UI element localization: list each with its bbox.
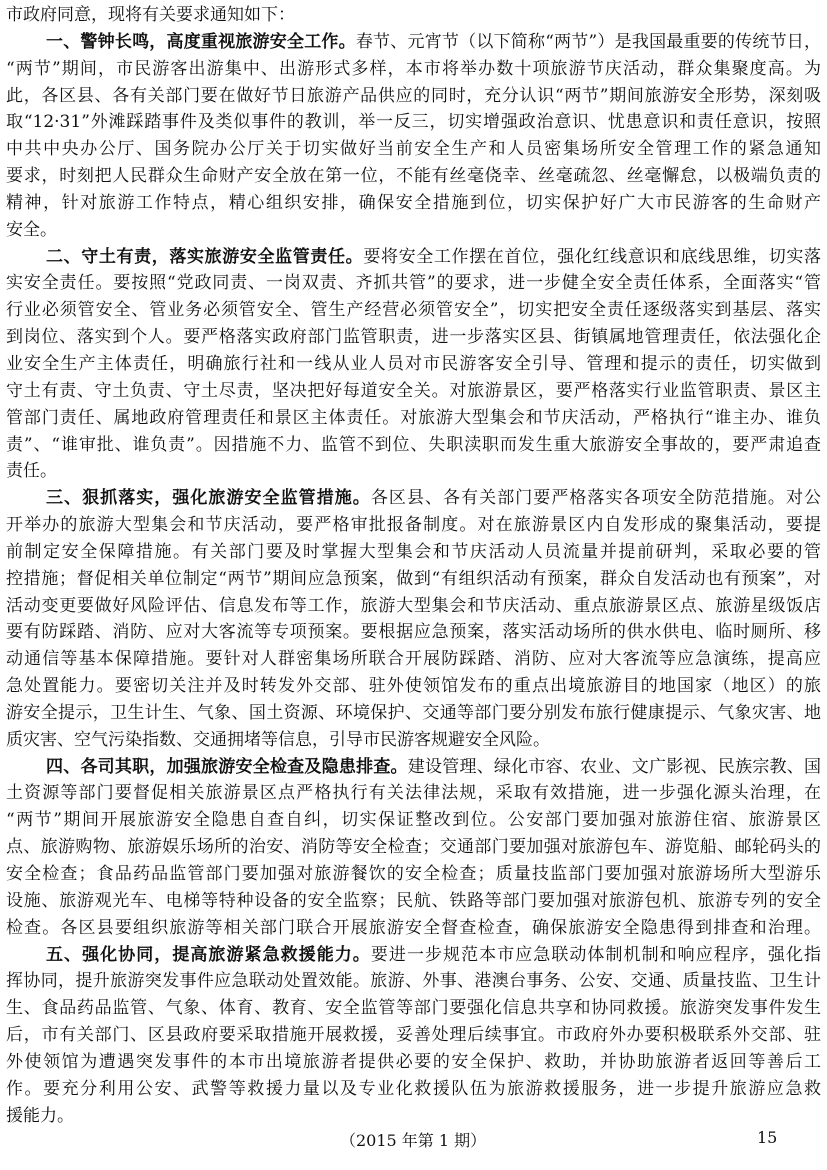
section-heading: 一、警钟长鸣，高度重视旅游安全工作。 <box>46 31 356 52</box>
line-text: 建设管理、绿化市容、农业、文广影视、民族宗教、国 <box>407 756 822 777</box>
text-line <box>6 217 821 244</box>
text-line <box>6 754 821 781</box>
line-text: 春节、元宵节（以下简称“两节”）是我国最重要的传统节日， <box>355 31 821 52</box>
line-text: 后，市有关部门、区县政府要采取措施开展救援，妥善处理后续事宜。市政府外办要积极联系外交部、驻 <box>6 1025 821 1046</box>
paragraph <box>6 244 821 486</box>
line-text: 实安全责任。要按照“党政同责、一岗双责、齐抓共管”的要求，进一步健全安全责任体系，全面落实“管 <box>6 273 821 294</box>
paragraph <box>6 29 821 244</box>
text-line <box>6 458 821 485</box>
text-line <box>6 834 821 861</box>
line-text: 土资源等部门要督促相关旅游景区点严格执行有关法律法规，采取有效措施，进一步强化源头治理，在 <box>6 783 821 804</box>
text-line <box>6 1076 821 1103</box>
text-line <box>6 1049 821 1076</box>
line-text: “两节”期间，市民游客出游集中、出游形式多样，本市将举办数十项旅游节庆活动，群众集聚度高。为 <box>6 58 821 79</box>
line-text: 到岗位、落实到个人。要严格落实政府部门监管职责，进一步落实区县、街镇属地管理责任，依法强化企 <box>6 327 821 348</box>
text-line <box>6 512 821 539</box>
text-line <box>6 29 821 56</box>
paragraph <box>6 485 821 753</box>
line-text: 业安全生产主体责任，明确旅行社和一线从业人员对市民游客安全引导、管理和提示的责任，切实做到 <box>6 353 821 374</box>
text-line <box>6 83 821 110</box>
section-heading: 三、狠抓落实，强化旅游安全监管措施。 <box>46 488 371 509</box>
line-text: 要有防踩踏、消防、应对大客流等专项预案。要根据应急预案，落实活动场所的供水供电、临时厕所、移 <box>6 622 821 643</box>
text-line <box>6 593 821 620</box>
line-text: 控措施；督促相关单位制定“两节”期间应急预案，做到“有组织活动有预案，群众自发活动也有预案”，对 <box>6 568 821 589</box>
text-line <box>6 861 821 888</box>
paragraph <box>6 2 821 29</box>
text-line <box>6 297 821 324</box>
text-line <box>6 619 821 646</box>
line-text: 开举办的旅游大型集会和节庆活动，要严格审批报备制度。对在旅游景区内自发形成的聚集活动，要提 <box>6 515 821 536</box>
text-line <box>6 646 821 673</box>
text-line <box>6 995 821 1022</box>
line-text: 挥协同，提升旅游突发事件应急联动处置效能。旅游、外事、港澳台事务、公安、交通、质量技监、卫生计 <box>6 971 821 992</box>
text-line <box>6 163 821 190</box>
text-line <box>6 727 821 754</box>
text-line <box>6 780 821 807</box>
line-text: 前制定安全保障措施。有关部门要及时掌握大型集会和节庆活动人员流量并提前研判，采取必要的管 <box>6 541 821 562</box>
line-text: 点、旅游购物、旅游娱乐场所的治安、消防等安全检查；交通部门要加强对旅游包车、游览船、邮轮码头的 <box>6 837 821 858</box>
text-line <box>6 888 821 915</box>
line-text: 要求，时刻把人民群众生命财产安全放在第一位，不能有丝毫侥幸、丝毫疏忽、丝毫懈怠，以极端负责的 <box>6 166 821 187</box>
line-text: 安全检查；食品药品监管部门要加强对旅游餐饮的安全检查；质量技监部门要加强对旅游场所大型游乐 <box>6 864 821 884</box>
text-line <box>6 942 821 969</box>
text-line <box>6 56 821 83</box>
text-line <box>6 1103 821 1130</box>
section-heading: 四、各司其职，加强旅游安全检查及隐患排查。 <box>46 756 408 777</box>
text-line <box>6 566 821 593</box>
line-text: 要将安全工作摆在首位，强化红线意识和底线思维，切实落 <box>363 246 822 267</box>
line-text: 市政府同意，现将有关要求通知如下： <box>6 5 295 25</box>
line-text: 动通信等基本保障措施。要针对人群密集场所联合开展防踩踏、消防、应对大客流等应急演练，提高应 <box>6 649 821 670</box>
text-line <box>6 807 821 834</box>
line-text: 中共中央办公厅、国务院办公厅关于切实做好当前安全生产和人员密集场所安全管理工作的紧急通知 <box>6 139 821 160</box>
page-number: 15 <box>757 1128 778 1147</box>
text-line <box>6 351 821 378</box>
text-line <box>6 539 821 566</box>
text-line <box>6 324 821 351</box>
text-line <box>6 673 821 700</box>
line-text: 急处置能力。要密切关注并及时转发外交部、驻外使领馆发布的重点出境旅游目的地国家（地区）的旅 <box>6 676 821 697</box>
text-line <box>6 700 821 727</box>
text-line <box>6 109 821 136</box>
line-text: 责”、“谁审批、谁负责”。因措施不力、监管不到位、失职渎职而发生重大旅游安全事故的，要严肃追查 <box>6 434 821 455</box>
paragraph <box>6 754 821 942</box>
text-line <box>6 1022 821 1049</box>
text-line <box>6 378 821 405</box>
line-text: 守土有责、守土负责、守土尽责，坚决把好每道安全关。对旅游景区，要严格落实行业监管职责、景区主 <box>6 380 821 401</box>
line-text: 外使领馆为遭遇突发事件的本市出境旅游者提供必要的安全保护、救助，并协助旅游者返回等善后工 <box>6 1051 821 1072</box>
text-line <box>6 968 821 995</box>
line-text: “两节”期间开展旅游安全隐患自查自纠，切实保证整改到位。公安部门要加强对旅游住宿、旅游景区 <box>6 810 821 831</box>
text-line <box>6 915 821 942</box>
line-text: 生、食品药品监管、气象、体育、教育、安全监管等部门要强化信息共享和协同救援。旅游突发事件发生 <box>6 998 821 1019</box>
line-text: 精神，针对旅游工作特点，精心组织安排，确保安全措施到位，切实保护好广大市民游客的生命财产 <box>6 192 821 213</box>
line-text: 此，各区县、各有关部门要在做好节日旅游产品供应的同时，充分认识“两节”期间旅游安全形势，深刻吸 <box>6 85 821 106</box>
paragraph <box>6 942 821 1130</box>
text-line <box>6 244 821 271</box>
line-text: 检查。各区县要组织旅游等相关部门联合开展旅游安全督查检查，确保旅游安全隐患得到排查和治理。 <box>6 917 821 938</box>
line-text: 各区县、各有关部门要严格落实各项安全防范措施。对公 <box>370 488 822 509</box>
line-text: 作。要充分利用公安、武警等救援力量以及专业化救援队伍为旅游救援服务，进一步提升旅游应急救 <box>6 1078 821 1099</box>
line-text: 责任。 <box>6 461 57 482</box>
text-line <box>6 190 821 217</box>
line-text: 活动变更要做好风险评估、信息发布等工作，旅游大型集会和节庆活动、重点旅游景区点、旅游星级饭店 <box>6 595 821 616</box>
section-heading: 二、守土有责，落实旅游安全监管责任。 <box>46 246 364 267</box>
text-line <box>6 405 821 432</box>
text-line <box>6 136 821 163</box>
text-line <box>6 432 821 459</box>
document-body <box>6 2 821 1129</box>
line-text: 行业必须管安全、管业务必须管安全、管生产经营必须管安全”，切实把安全责任逐级落实到基层、落实 <box>6 300 821 321</box>
text-line <box>6 270 821 297</box>
line-text: 设施、旅游观光车、电梯等特种设备的安全监察；民航、铁路等部门要加强对旅游包机、旅游专列的安全 <box>6 890 821 911</box>
line-text: 游安全提示，卫生计生、气象、国土资源、环境保护、交通等部门要分别发布旅行健康提示、气象灾害、地 <box>6 702 821 723</box>
line-text: 安全。 <box>6 219 57 240</box>
line-text: 取“12·31”外滩踩踏事件及类似事件的教训，举一反三，切实增强政治意识、忧患意识和责任意识，按照 <box>6 112 821 133</box>
text-line <box>6 485 821 512</box>
line-text: 援能力。 <box>6 1105 74 1126</box>
footer-issue-label: （2015 年第 1 期） <box>340 1131 487 1150</box>
line-text: 要进一步规范本市应急联动体制机制和响应程序，强化指 <box>370 944 822 965</box>
line-text: 质灾害、空气污染指数、交通拥堵等信息，引导市民游客规避安全风险。 <box>6 729 550 750</box>
line-text: 管部门责任、属地政府管理责任和景区主体责任。对旅游大型集会和节庆活动，严格执行“谁主办、谁负 <box>6 407 821 428</box>
section-heading: 五、强化协同，提高旅游紧急救援能力。 <box>46 944 371 965</box>
text-line <box>6 2 821 29</box>
